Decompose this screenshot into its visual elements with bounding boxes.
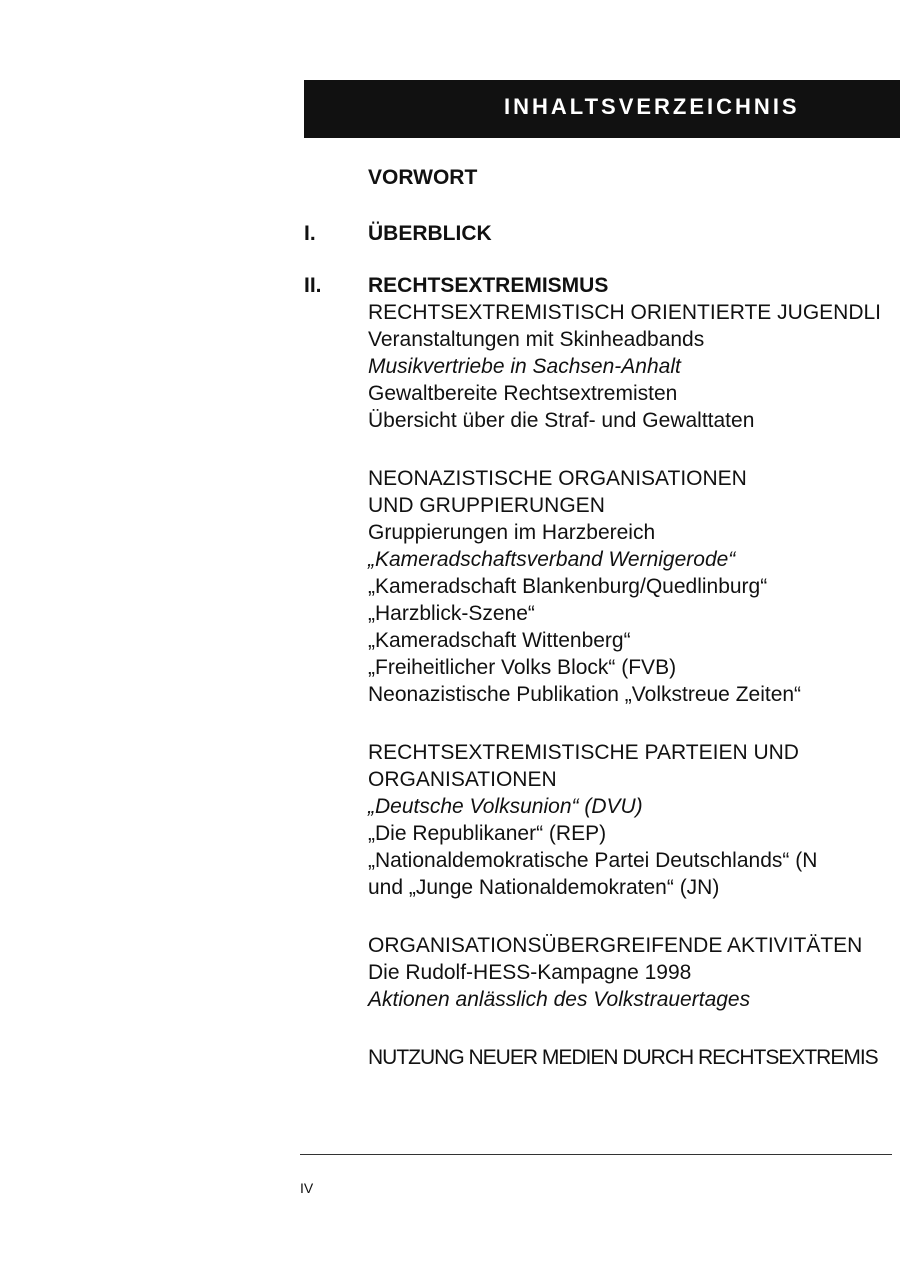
toc-entry-overview: ÜBERBLICK [368,222,492,245]
toc-item: Übersicht über die Straf- und Gewalttaten [368,409,755,432]
page-number: IV [300,1180,314,1196]
toc-item: Gruppierungen im Harzbereich [368,521,656,544]
toc-item: Aktionen anlässlich des Volkstrauertages [368,988,751,1011]
toc-item: Neonazistische Publikation „Volkstreue Zeiten“ [368,683,802,706]
toc-item: Veranstaltungen mit Skinheadbands [368,328,705,351]
toc-group-heading: NUTZUNG NEUER MEDIEN DURCH RECHTSEXTREMIS [368,1046,878,1069]
footer-divider [300,1154,892,1155]
toc-item: Musikvertriebe in Sachsen-Anhalt [368,355,681,378]
toc-item: „Die Republikaner“ (REP) [368,822,607,845]
toc-item: „Kameradschaftsverband Wernigerode“ [368,548,736,571]
toc-entry-right-extremism: RECHTSEXTREMISMUS [368,274,609,297]
toc-group-heading: NEONAZISTISCHE ORGANISATIONEN [368,467,747,490]
toc-group-heading: ORGANISATIONEN [368,768,557,791]
toc-item: „Freiheitlicher Volks Block“ (FVB) [368,656,677,679]
toc-entry-preface: VORWORT [368,166,478,189]
toc-group-heading: RECHTSEXTREMISTISCHE PARTEIEN UND [368,741,799,764]
page-title: INHALTSVERZEICHNIS [504,94,800,119]
toc-group-heading: ORGANISATIONSÜBERGREIFENDE AKTIVITÄTEN [368,934,863,957]
toc-item: „Kameradschaft Wittenberg“ [368,629,631,652]
toc-section-numeral: II. [304,274,322,297]
toc-group-heading: UND GRUPPIERUNGEN [368,494,605,517]
toc-item: „Kameradschaft Blankenburg/Quedlinburg“ [368,575,768,598]
toc-item: und „Junge Nationaldemokraten“ (JN) [368,876,720,899]
toc-group-heading: RECHTSEXTREMISTISCH ORIENTIERTE JUGENDLI [368,301,882,324]
toc-section-numeral: I. [304,222,316,245]
toc-item: „Deutsche Volksunion“ (DVU) [368,795,643,818]
toc-item: „Harzblick-Szene“ [368,602,535,625]
toc-item: „Nationaldemokratische Partei Deutschlands“ (N [368,849,818,872]
toc-item: Gewaltbereite Rechtsextremisten [368,382,678,405]
toc-item: Die Rudolf-HESS-Kampagne 1998 [368,961,692,984]
